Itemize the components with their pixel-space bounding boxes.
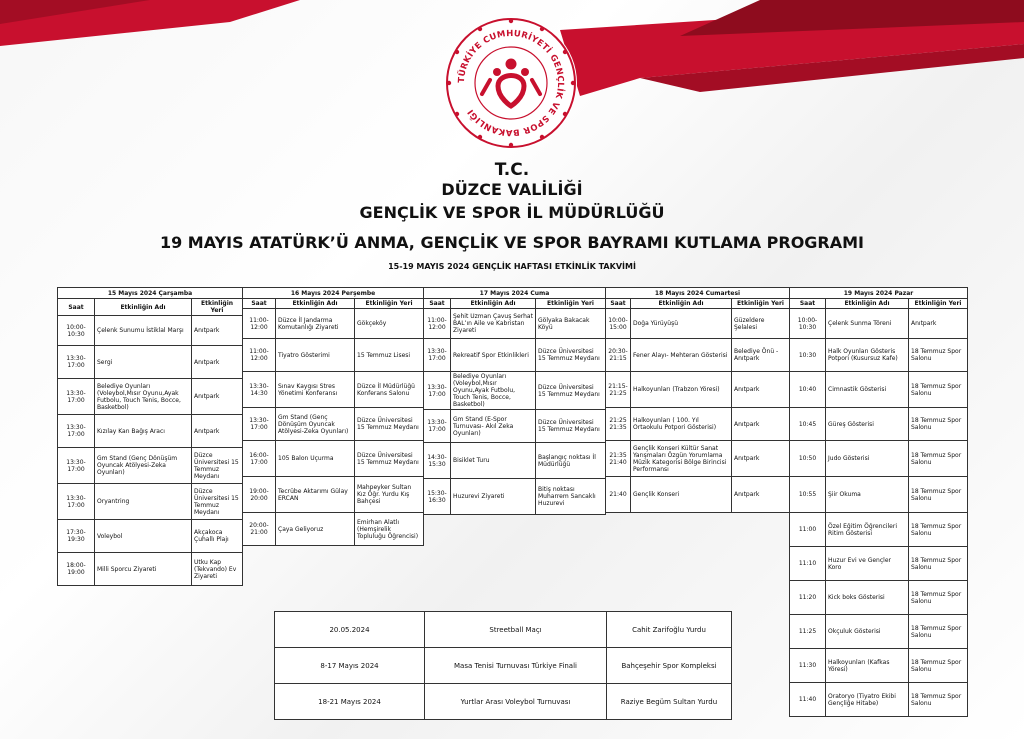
event-cell: Belediye Oyunları (Voleybol,Mısır Oyunu,Ayak Futbolu, Touch Tenis, Bocce, Basketbol) xyxy=(451,372,536,410)
time-cell: 10:40 xyxy=(790,372,826,408)
place-cell: Başlangıç noktası İl Müdürlüğü xyxy=(536,443,606,479)
event-cell: Sınav Kaygısı Stres Yönetimi Konferansı xyxy=(276,372,355,408)
time-cell: 11:40 xyxy=(790,683,826,717)
event-cell: Kick boks Gösterisi xyxy=(826,581,909,615)
place-cell: Belediye Önü - Anıtpark xyxy=(732,339,790,372)
place-cell: Düzce Üniversitesi 15 Temmuz Meydanı xyxy=(536,339,606,372)
place-cell: Düzce Üniversitesi 15 Temmuz Meydanı xyxy=(355,441,424,477)
event-cell: Oryantring xyxy=(95,484,192,520)
col-time: Saat xyxy=(424,299,451,309)
table-row xyxy=(58,415,243,448)
schedule-table-day-3 xyxy=(423,287,606,515)
table-row xyxy=(58,448,243,484)
table-row xyxy=(790,649,968,683)
event-cell: Güreş Gösterisi xyxy=(826,408,909,441)
event-cell: Şiir Okuma xyxy=(826,477,909,513)
event-cell: Kızılay Kan Bağış Aracı xyxy=(95,415,192,448)
header-governorship: DÜZCE VALİLİĞİ xyxy=(441,180,583,199)
table-row xyxy=(790,477,968,513)
time-cell: 20:00-21:00 xyxy=(243,513,276,546)
time-cell: 11:00-12:00 xyxy=(243,339,276,372)
time-cell: 13:30-14:30 xyxy=(243,372,276,408)
event-cell: Doğa Yürüyüşü xyxy=(631,309,732,339)
place-cell: Düzce Üniversitesi 15 Temmuz Meydanı xyxy=(192,448,243,484)
time-cell: 11:20 xyxy=(790,581,826,615)
time-cell: 15:30-16:30 xyxy=(424,479,451,515)
table-row xyxy=(243,513,424,546)
event-cell: Okçuluk Gösterisi xyxy=(826,615,909,649)
schedule-table-day-4 xyxy=(605,287,790,513)
col-place: Etkinliğin Yeri xyxy=(732,299,790,309)
event-cell: Belediye Oyunları (Voleybol,Mısır Oyunu,Ayak Futbolu, Touch Tenis, Bocce, Basketbol) xyxy=(95,379,192,415)
place-cell: Gökçeköy xyxy=(355,309,424,339)
program-title: 19 MAYIS ATATÜRK’Ü ANMA, GENÇLİK VE SPOR BAYRAMI KUTLAMA PROGRAMI xyxy=(159,233,865,252)
time-cell: 10:00-10:30 xyxy=(790,309,826,339)
place-cell: Düzce İl Müdürlüğü Konferans Salonu xyxy=(355,372,424,408)
place-cell: Düzce Üniversitesi 15 Temmuz Meydanı xyxy=(536,410,606,443)
program-subtitle: 15-19 MAYIS 2024 GENÇLİK HAFTASI ETKİNLİK TAKVİMİ xyxy=(388,262,636,271)
time-cell: 10:45 xyxy=(790,408,826,441)
time-cell: 10:55 xyxy=(790,477,826,513)
time-cell: 21:35 21:40 xyxy=(606,441,631,477)
time-cell: 13:30-17:00 xyxy=(243,408,276,441)
event-cell: 105 Balon Uçurma xyxy=(276,441,355,477)
time-cell: 10:30 xyxy=(790,339,826,372)
place-cell: 18 Temmuz Spor Salonu xyxy=(909,581,968,615)
event-cell: Çaya Geliyoruz xyxy=(276,513,355,546)
col-time: Saat xyxy=(243,299,276,309)
table-row xyxy=(424,309,606,339)
place-cell: 18 Temmuz Spor Salonu xyxy=(909,513,968,547)
place-cell: Anıtpark xyxy=(909,309,968,339)
event-cell: Çelenk Sunma Töreni xyxy=(826,309,909,339)
event-cell: Bisiklet Turu xyxy=(451,443,536,479)
date-cell: 20.05.2024 xyxy=(275,612,425,648)
time-cell: 10:00-15:00 xyxy=(606,309,631,339)
event-cell: Gençlik Konseri xyxy=(631,477,732,513)
time-cell: 11:00-12:00 xyxy=(424,309,451,339)
place-cell: Emirhan Alatlı (Hemşirelik Topluluğu Öğrencisi) xyxy=(355,513,424,546)
event-cell: Huzur Evi ve Gençler Koro xyxy=(826,547,909,581)
place-cell: Cahit Zarifoğlu Yurdu xyxy=(607,612,732,648)
place-cell: Anıtpark xyxy=(732,477,790,513)
time-cell: 13:30-17:00 xyxy=(424,339,451,372)
table-row xyxy=(790,615,968,649)
place-cell: 18 Temmuz Spor Salonu xyxy=(909,547,968,581)
event-cell: Halk Oyunları Gösteris Potpori (Kusursuz Kafe) xyxy=(826,339,909,372)
place-cell: 18 Temmuz Spor Salonu xyxy=(909,372,968,408)
time-cell: 11:30 xyxy=(790,649,826,683)
table-row xyxy=(790,372,968,408)
time-cell: 11:25 xyxy=(790,615,826,649)
time-cell: 13:30-17:00 xyxy=(58,346,95,379)
event-cell: Halkoyunları (Trabzon Yöresi) xyxy=(631,372,732,408)
col-event: Etkinliğin Adı xyxy=(276,299,355,309)
schedule-table-day-2 xyxy=(242,287,424,546)
time-cell: 14:30-15:30 xyxy=(424,443,451,479)
time-cell: 21:25 21:35 xyxy=(606,408,631,441)
table-row xyxy=(606,339,790,372)
date-cell: 8-17 Mayıs 2024 xyxy=(275,648,425,684)
place-cell: Bitiş noktası Muharrem Sancaklı Huzurevi xyxy=(536,479,606,515)
place-cell: Anıtpark xyxy=(732,408,790,441)
time-cell: 21:40 xyxy=(606,477,631,513)
place-cell: Anıtpark xyxy=(732,372,790,408)
table-row xyxy=(275,648,732,684)
table-row xyxy=(606,372,790,408)
place-cell: Utku Kap (Tekvando) Ev Ziyareti xyxy=(192,553,243,586)
time-cell: 13:30-17:00 xyxy=(424,372,451,410)
table-row xyxy=(58,346,243,379)
event-cell: Masa Tenisi Turnuvası Türkiye Finali xyxy=(425,648,607,684)
event-cell: Halkoyunları (Kafkas Yöresi) xyxy=(826,649,909,683)
header-tc: T.C. xyxy=(494,160,530,180)
table-row xyxy=(58,316,243,346)
table-row xyxy=(58,484,243,520)
place-cell: Akçakoca Çuhallı Plajı xyxy=(192,520,243,553)
place-cell: 18 Temmuz Spor Salonu xyxy=(909,683,968,717)
col-time: Saat xyxy=(790,299,826,309)
place-cell: Düzce Üniversitesi 15 Temmuz Meydanı xyxy=(192,484,243,520)
place-cell: Düzce Üniversitesi 15 Temmuz Meydanı xyxy=(536,372,606,410)
event-cell: Halkoyunları ( 100. Yıl Ortaokulu Potpori Gösterisi) xyxy=(631,408,732,441)
table-row xyxy=(424,443,606,479)
day-title: 18 Mayıs 2024 Cumartesi xyxy=(606,288,790,299)
table-row xyxy=(790,683,968,717)
event-cell: Gm Stand (Genç Dönüşüm Oyuncak Atölyesi-Zeka Oyunları) xyxy=(95,448,192,484)
date-cell: 18-21 Mayıs 2024 xyxy=(275,684,425,720)
table-row xyxy=(790,339,968,372)
col-place: Etkinliğin Yeri xyxy=(192,299,243,316)
place-cell: Anıtpark xyxy=(192,316,243,346)
event-cell: Tecrübe Aktarımı Gülay ERCAN xyxy=(276,477,355,513)
day-title: 15 Mayıs 2024 Çarşamba xyxy=(58,288,243,299)
table-row xyxy=(58,520,243,553)
time-cell: 21:15-21:25 xyxy=(606,372,631,408)
table-row xyxy=(790,441,968,477)
table-row xyxy=(790,513,968,547)
time-cell: 11:10 xyxy=(790,547,826,581)
col-place: Etkinliğin Yeri xyxy=(909,299,968,309)
table-row xyxy=(790,581,968,615)
table-row xyxy=(243,339,424,372)
extra-events-table xyxy=(274,611,732,720)
day-title: 16 Mayıs 2024 Perşembe xyxy=(243,288,424,299)
table-row xyxy=(606,441,790,477)
table-row xyxy=(606,408,790,441)
table-row xyxy=(275,612,732,648)
time-cell: 13:30-17:00 xyxy=(58,448,95,484)
event-cell: Özel Eğitim Öğrencileri Ritim Gösterisi xyxy=(826,513,909,547)
col-time: Saat xyxy=(606,299,631,309)
place-cell: 18 Temmuz Spor Salonu xyxy=(909,615,968,649)
time-cell: 13:30-17:00 xyxy=(58,379,95,415)
place-cell: Raziye Begüm Sultan Yurdu xyxy=(607,684,732,720)
table-row xyxy=(606,309,790,339)
event-cell: Voleybol xyxy=(95,520,192,553)
place-cell: Anıtpark xyxy=(192,346,243,379)
place-cell: 18 Temmuz Spor Salonu xyxy=(909,441,968,477)
place-cell: Mahpeyker Sultan Kız Öğr. Yurdu Kış Bahçesi xyxy=(355,477,424,513)
col-event: Etkinliğin Adı xyxy=(451,299,536,309)
day-title: 17 Mayıs 2024 Cuma xyxy=(424,288,606,299)
time-cell: 13:30-17:00 xyxy=(58,415,95,448)
time-cell: 17:30-19:30 xyxy=(58,520,95,553)
col-time: Saat xyxy=(58,299,95,316)
time-cell: 11:00-12:00 xyxy=(243,309,276,339)
time-cell: 10:00-10:30 xyxy=(58,316,95,346)
time-cell: 10:50 xyxy=(790,441,826,477)
day-title: 19 Mayıs 2024 Pazar xyxy=(790,288,968,299)
event-cell: Yurtlar Arası Voleybol Turnuvası xyxy=(425,684,607,720)
table-row xyxy=(243,441,424,477)
col-event: Etkinliğin Adı xyxy=(95,299,192,316)
place-cell: Anıtpark xyxy=(192,379,243,415)
table-row xyxy=(606,477,790,513)
table-row xyxy=(424,410,606,443)
place-cell: 18 Temmuz Spor Salonu xyxy=(909,477,968,513)
time-cell: 11:00 xyxy=(790,513,826,547)
table-row xyxy=(424,479,606,515)
table-row xyxy=(790,408,968,441)
event-cell: Şehit Uzman Çavuş Serhat BAL’ın Aile ve Kabristan Ziyareti xyxy=(451,309,536,339)
table-row xyxy=(790,309,968,339)
table-row xyxy=(275,684,732,720)
event-cell: Sergi xyxy=(95,346,192,379)
place-cell: Anıtpark xyxy=(192,415,243,448)
time-cell: 13:30-17:00 xyxy=(424,410,451,443)
col-event: Etkinliğin Adı xyxy=(631,299,732,309)
time-cell: 13:30-17:00 xyxy=(58,484,95,520)
event-cell: Gençlik Konseri Kültür Sanat Yarışmaları Özgün Yorumlama Müzik Kategorisi Bölge Birincisi Performansı xyxy=(631,441,732,477)
event-cell: Rekreatif Spor Etkinlikleri xyxy=(451,339,536,372)
place-cell: Gölyaka Bakacak Köyü xyxy=(536,309,606,339)
place-cell: 18 Temmuz Spor Salonu xyxy=(909,408,968,441)
place-cell: Düzce Üniversitesi 15 Temmuz Meydanı xyxy=(355,408,424,441)
place-cell: 15 Temmuz Lisesi xyxy=(355,339,424,372)
table-row xyxy=(58,379,243,415)
table-row xyxy=(243,372,424,408)
event-cell: Gm Stand (Genç Dönüşüm Oyuncak Atölyesi-Zeka Oyunları) xyxy=(276,408,355,441)
ministry-logo xyxy=(442,14,580,152)
svg-text:TÜRKİYE CUMHURİYETİ GENÇLİK VE: TÜRKİYE CUMHURİYETİ GENÇLİK VE SPOR BAKANLIĞI xyxy=(456,28,566,138)
header-directorate: GENÇLİK VE SPOR İL MÜDÜRLÜĞÜ xyxy=(359,203,665,222)
event-cell: Fener Alayı- Mehteran Gösterisi xyxy=(631,339,732,372)
table-row xyxy=(790,547,968,581)
table-row xyxy=(424,339,606,372)
event-cell: Gm Stand (E-Spor Turnuvası- Akıl Zeka Oyunları) xyxy=(451,410,536,443)
table-row xyxy=(243,309,424,339)
table-row xyxy=(243,408,424,441)
event-cell: Oratoryo (Tiyatro Ekibi Gençliğe Hitabe) xyxy=(826,683,909,717)
table-row xyxy=(424,372,606,410)
place-cell: 18 Temmuz Spor Salonu xyxy=(909,339,968,372)
time-cell: 19:00-20:00 xyxy=(243,477,276,513)
event-cell: Milli Sporcu Ziyareti xyxy=(95,553,192,586)
col-place: Etkinliğin Yeri xyxy=(355,299,424,309)
event-cell: Huzurevi Ziyareti xyxy=(451,479,536,515)
time-cell: 20:30-21:15 xyxy=(606,339,631,372)
time-cell: 18:00-19:00 xyxy=(58,553,95,586)
event-cell: Cimnastik Gösterisi xyxy=(826,372,909,408)
schedule-table-day-1 xyxy=(57,287,243,586)
place-cell: Anıtpark xyxy=(732,441,790,477)
event-cell: Düzce İl Jandarma Komutanlığı Ziyareti xyxy=(276,309,355,339)
time-cell: 16:00-17:00 xyxy=(243,441,276,477)
place-cell: Güzeldere Şelalesi xyxy=(732,309,790,339)
table-row xyxy=(58,553,243,586)
table-row xyxy=(243,477,424,513)
col-place: Etkinliğin Yeri xyxy=(536,299,606,309)
event-cell: Tiyatro Gösterimi xyxy=(276,339,355,372)
place-cell: 18 Temmuz Spor Salonu xyxy=(909,649,968,683)
event-cell: Judo Gösterisi xyxy=(826,441,909,477)
event-cell: Streetball Maçı xyxy=(425,612,607,648)
place-cell: Bahçeşehir Spor Kompleksi xyxy=(607,648,732,684)
schedule-table-day-5 xyxy=(789,287,968,717)
event-cell: Çelenk Sunumu İstiklal Marşı xyxy=(95,316,192,346)
col-event: Etkinliğin Adı xyxy=(826,299,909,309)
